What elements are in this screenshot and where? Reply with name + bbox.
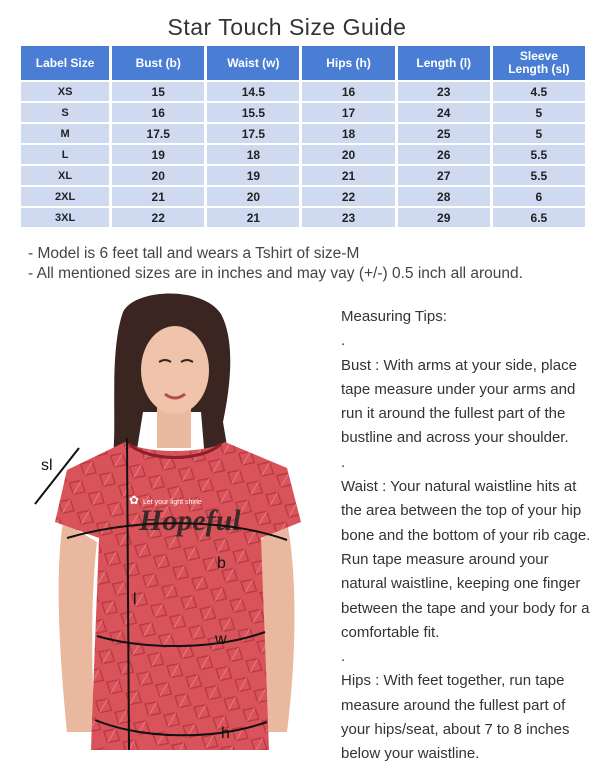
notes: [28, 244, 588, 284]
measurement-cell: 27: [398, 166, 490, 185]
model-left-arm: [59, 522, 97, 732]
measurement-cell: 25: [398, 124, 490, 143]
size-label-cell: L: [21, 145, 109, 164]
header-bust: Bust (b): [112, 46, 204, 80]
tips-separator: .: [341, 332, 346, 350]
tips-separator: .: [341, 453, 346, 471]
measurement-cell: 6: [493, 187, 585, 206]
measurement-cell: 22: [112, 208, 204, 227]
measurement-cell: 18: [207, 145, 299, 164]
measurement-cell: 17.5: [207, 124, 299, 143]
table-row: [21, 166, 585, 185]
shirt-print-small: Let your light shine: [143, 499, 202, 506]
measurement-cell: 16: [112, 103, 204, 122]
measurement-cell: 26: [398, 145, 490, 164]
measurement-cell: 21: [302, 166, 394, 185]
tips-heading: Measuring Tips:: [341, 308, 447, 325]
flower-icon: ✿: [129, 493, 140, 507]
tip-waist: Waist : Your natural waistline hits at the area between the top of your hip bone and the bottom of your rib cage. Run tape measure around your natural waistline, keeping one finger between the tape and your body for a comfortable fit.: [341, 478, 591, 641]
measurement-cell: 23: [398, 82, 490, 101]
measurement-cell: 17: [302, 103, 394, 122]
label-bust: b: [217, 555, 226, 572]
measurement-cell: 16: [302, 82, 394, 101]
header-hips: Hips (h): [302, 46, 394, 80]
table-row: [21, 124, 585, 143]
table-row: [21, 208, 585, 227]
size-label-cell: 2XL: [21, 187, 109, 206]
size-label-cell: M: [21, 124, 109, 143]
page-title: Star Touch Size Guide: [167, 14, 407, 40]
measurement-cell: 18: [302, 124, 394, 143]
tip-hips: Hips : With feet together, run tape measure around the fullest part of your hips/seat, about 7 to 8 inches below your waistline.: [341, 672, 570, 763]
measurement-cell: 20: [112, 166, 204, 185]
shirt-print-main: Hopeful: [139, 504, 241, 537]
measurement-cell: 5: [493, 103, 585, 122]
label-hips: h: [221, 725, 230, 742]
header-length: Length (l): [398, 46, 490, 80]
measurement-cell: 20: [207, 187, 299, 206]
table-header-row: [21, 46, 585, 80]
measurement-cell: 29: [398, 208, 490, 227]
measurement-cell: 22: [302, 187, 394, 206]
header-waist: Waist (w): [207, 46, 299, 80]
header-label-size: Label Size: [21, 46, 109, 80]
tips-separator: .: [341, 648, 346, 666]
size-label-cell: 3XL: [21, 208, 109, 227]
size-label-cell: S: [21, 103, 109, 122]
header-sleeve-line2: Length (sl): [508, 62, 570, 76]
measurement-cell: 6.5: [493, 208, 585, 227]
measurement-cell: 24: [398, 103, 490, 122]
measuring-tips: [341, 305, 597, 767]
tip-bust: Bust : With arms at your side, place tape measure under your arms and run it around the fullest part of the bustline and across your shoulder.: [341, 356, 577, 447]
size-chart-table: [18, 44, 588, 229]
size-label-cell: XS: [21, 82, 109, 101]
header-sleeve-line1: Sleeve: [519, 49, 558, 63]
note-model: - Model is 6 feet tall and wears a Tshirt of size-M: [28, 245, 360, 262]
size-label-cell: XL: [21, 166, 109, 185]
measurement-cell: 21: [112, 187, 204, 206]
measurement-cell: 23: [302, 208, 394, 227]
model-figure: [25, 292, 335, 760]
header-sleeve-length: [493, 46, 585, 80]
label-waist: w: [215, 631, 227, 648]
measurement-cell: 28: [398, 187, 490, 206]
measurement-cell: 5.5: [493, 166, 585, 185]
label-length: l: [133, 591, 137, 608]
measurement-cell: 5: [493, 124, 585, 143]
measurement-cell: 17.5: [112, 124, 204, 143]
label-sleeve: sl: [41, 457, 53, 474]
table-row: [21, 82, 585, 101]
measurement-cell: 19: [112, 145, 204, 164]
measurement-cell: 14.5: [207, 82, 299, 101]
measurement-cell: 20: [302, 145, 394, 164]
table-row: [21, 103, 585, 122]
table-row: [21, 145, 585, 164]
measurement-cell: 4.5: [493, 82, 585, 101]
note-tolerance: - All mentioned sizes are in inches and may vay (+/-) 0.5 inch all around.: [28, 265, 523, 282]
measurement-cell: 21: [207, 208, 299, 227]
measurement-cell: 19: [207, 166, 299, 185]
measurement-cell: 15.5: [207, 103, 299, 122]
table-row: [21, 187, 585, 206]
model-face: [141, 326, 209, 414]
measurement-cell: 15: [112, 82, 204, 101]
measurement-cell: 5.5: [493, 145, 585, 164]
